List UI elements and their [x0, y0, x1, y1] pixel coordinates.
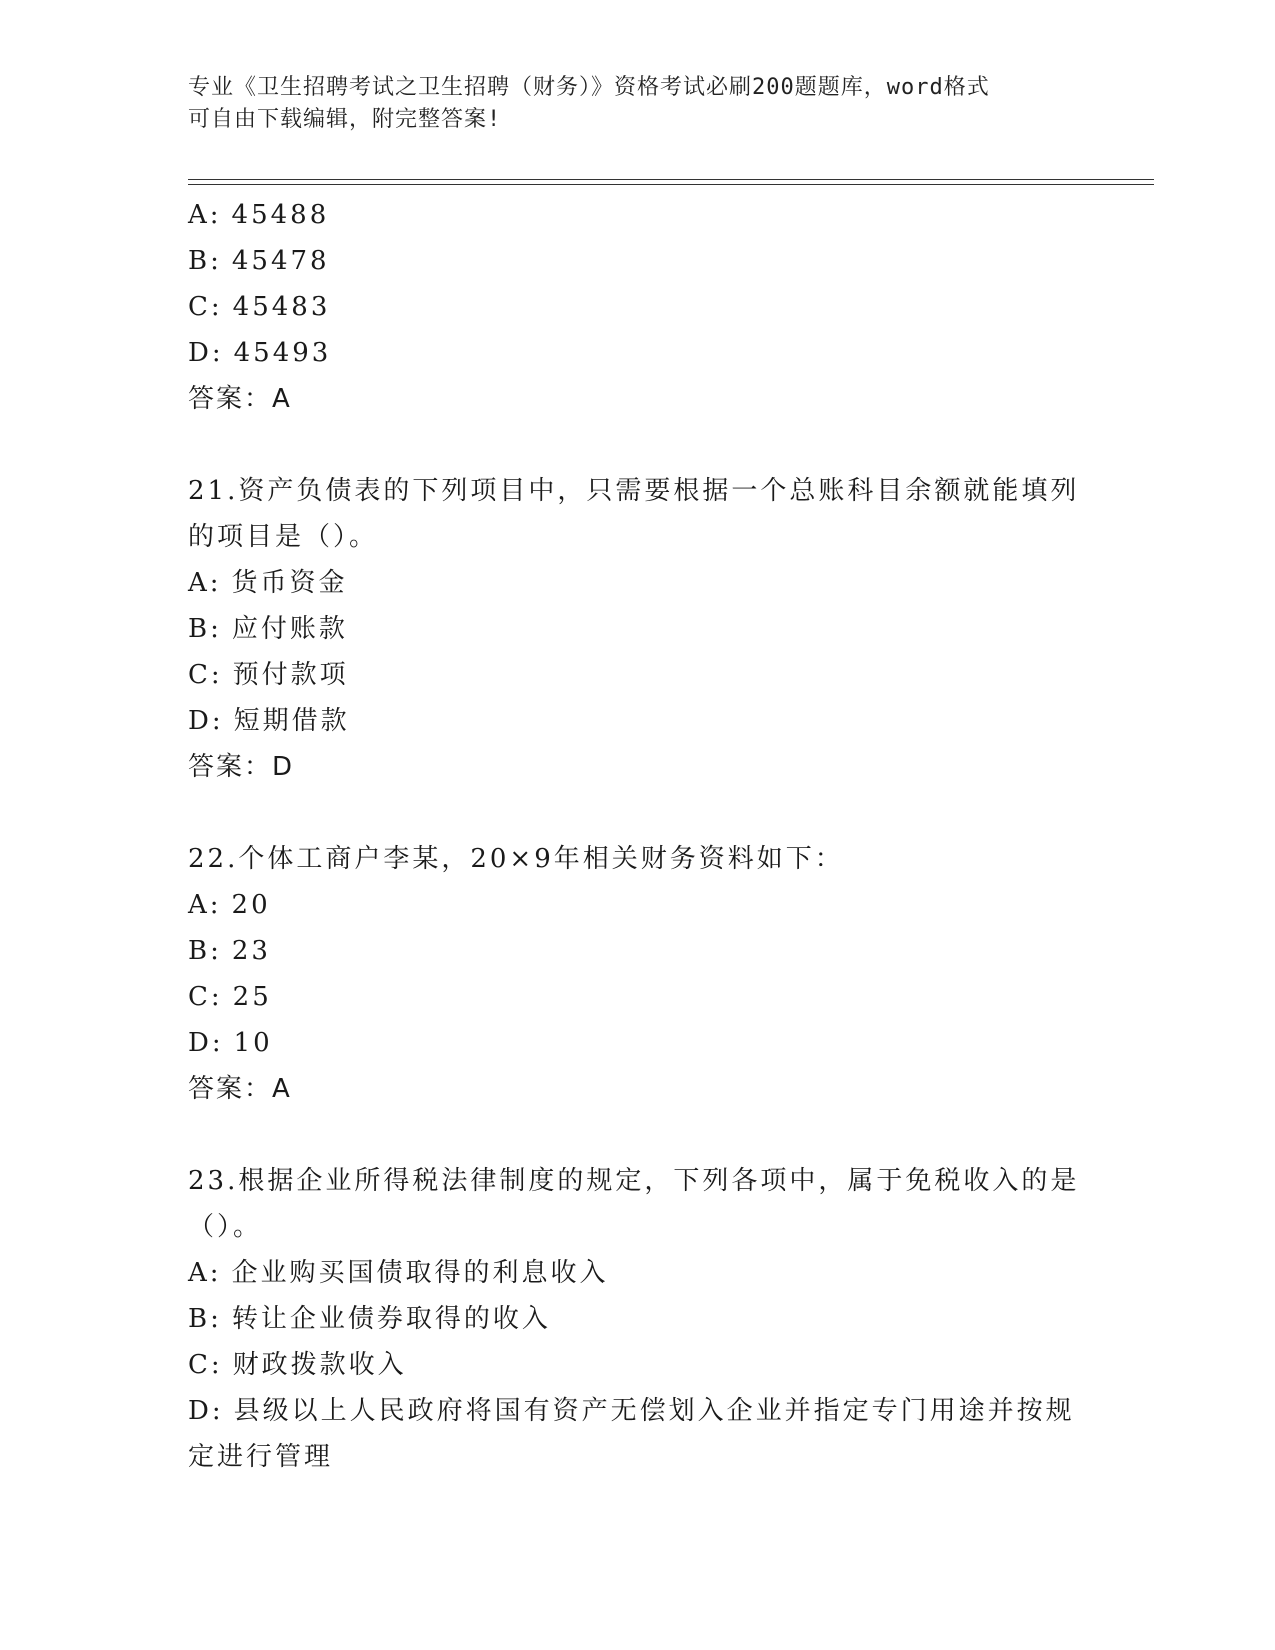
header-title-line-1: 专业《卫生招聘考试之卫生招聘（财务）》资格考试必刷200题题库，word格式 — [188, 75, 990, 100]
answer-line: 答案：A — [188, 384, 292, 414]
question-text: 23.根据企业所得税法律制度的规定，下列各项中，属于免税收入的是（）。 — [188, 1166, 1080, 1242]
question-text: 21.资产负债表的下列项目中，只需要根据一个总账科目余额就能填列的项目是（）。 — [188, 476, 1080, 552]
question-block-21 — [188, 468, 1088, 790]
answer-line: 答案：D — [188, 752, 295, 782]
option-b: B: 转让企业债券取得的收入 — [188, 1304, 551, 1334]
question-block-20 — [188, 192, 1088, 422]
document-header — [188, 72, 1068, 136]
option-c: C: 25 — [188, 982, 272, 1012]
question-text: 22.个体工商户李某，20×9年相关财务资料如下： — [188, 844, 844, 874]
option-a: A: 20 — [188, 890, 271, 920]
option-a: A: 货币资金 — [188, 568, 348, 598]
spacer — [188, 790, 1088, 836]
question-list — [188, 192, 1088, 1480]
option-a: A: 45488 — [188, 200, 330, 230]
answer-line: 答案：A — [188, 1074, 292, 1104]
header-divider-bottom — [188, 184, 1154, 185]
option-d: D: 短期借款 — [188, 706, 350, 736]
spacer — [188, 1112, 1088, 1158]
option-d: D: 45493 — [188, 338, 332, 368]
option-c: C: 45483 — [188, 292, 331, 322]
option-c: C: 财政拨款收入 — [188, 1350, 407, 1380]
question-block-22 — [188, 836, 1088, 1112]
option-b: B: 应付账款 — [188, 614, 348, 644]
spacer — [188, 422, 1088, 468]
option-d: D: 县级以上人民政府将国有资产无偿划入企业并指定专门用途并按规定进行管理 — [188, 1396, 1075, 1472]
option-a: A: 企业购买国债取得的利息收入 — [188, 1258, 609, 1288]
option-b: B: 23 — [188, 936, 271, 966]
header-title-line-2: 可自由下载编辑，附完整答案! — [188, 107, 502, 132]
header-divider-top — [188, 179, 1154, 180]
option-d: D: 10 — [188, 1028, 273, 1058]
question-block-23 — [188, 1158, 1088, 1480]
option-b: B: 45478 — [188, 246, 330, 276]
option-c: C: 预付款项 — [188, 660, 349, 690]
